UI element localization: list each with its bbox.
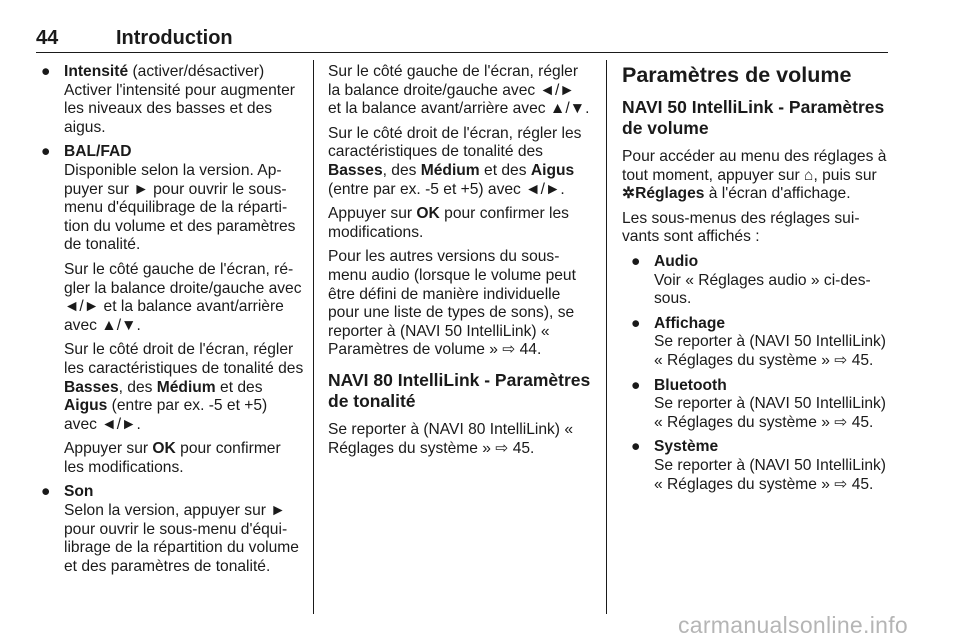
text-run: et des bbox=[215, 378, 263, 396]
desc-intensite: Activer l'intensité pour augmenter les niveaux des basses et des aigus. bbox=[64, 81, 295, 136]
bullet-dot: ● bbox=[631, 376, 641, 394]
term-son: Son bbox=[64, 483, 94, 501]
text-run: , des bbox=[382, 161, 421, 179]
term-suffix: (activer/désactiver) bbox=[128, 63, 265, 80]
bullet-dot: ● bbox=[41, 63, 51, 80]
paragraph: Sur le côté gauche de l'écran, régler la balance droite/gauche avec ◄/► et la balance avant/arrière avec ▲/▼. bbox=[328, 63, 590, 118]
list-item bbox=[628, 315, 888, 371]
term-balfad: BAL/FAD bbox=[64, 143, 132, 161]
text-run: , des bbox=[118, 378, 157, 396]
desc: Voir « Réglages audio » ci-dessous. bbox=[654, 271, 871, 308]
bullet-dot: ● bbox=[41, 483, 51, 501]
page-title: Introduction bbox=[116, 27, 233, 49]
text-run: , puis sur bbox=[813, 166, 877, 184]
section-heading-navi80: NAVI 80 IntelliLink - Paramètres de tonalité bbox=[328, 369, 591, 411]
bullet-dot: ● bbox=[631, 314, 641, 332]
list-item bbox=[628, 438, 888, 494]
text-bold: OK bbox=[152, 440, 176, 458]
list-item bbox=[628, 253, 888, 309]
text-bold: Aigus bbox=[530, 161, 575, 179]
paragraph bbox=[328, 205, 592, 242]
column-divider-1 bbox=[313, 60, 314, 614]
text-bold: Basses bbox=[328, 161, 383, 179]
paragraph: Pour les autres versions du sous-menu audio (lorsque le volume peut être défini de manière individuelle pour une liste de types de sons), se reporter à (NAVI 50 IntelliLink) « Paramètres de volume » ⇨ 44. bbox=[328, 248, 576, 359]
list-item-balfad bbox=[38, 143, 304, 477]
paragraph bbox=[622, 148, 888, 204]
desc: Se reporter à (NAVI 50 IntelliLink) « Réglages du système » ⇨ 45. bbox=[654, 333, 886, 369]
term: Système bbox=[654, 438, 719, 456]
text-run: à l'écran d'affichage. bbox=[704, 185, 851, 203]
column-3 bbox=[622, 63, 888, 500]
header-rule bbox=[36, 52, 888, 53]
text-run: Appuyer sur bbox=[64, 440, 153, 458]
page-number: 44 bbox=[36, 27, 59, 49]
paragraph: Se reporter à (NAVI 80 IntelliLink) « Réglages du système » ⇨ 45. bbox=[328, 420, 573, 457]
text-bold: Médium bbox=[420, 161, 480, 179]
section-heading-navi50: NAVI 50 IntelliLink - Paramètres de volume bbox=[622, 97, 885, 138]
text-bold: Aigus bbox=[64, 397, 108, 415]
text-bold: Basses bbox=[64, 378, 119, 396]
term: Bluetooth bbox=[654, 376, 727, 394]
balfad-paragraph-4 bbox=[64, 440, 304, 477]
balfad-paragraph-1: Disponible selon la version. Appuyer sur ► pour ouvrir le sous-menu d'équilibrage de la répartition du volume et des paramètres de tonalité. bbox=[64, 161, 296, 254]
term: Audio bbox=[654, 252, 699, 270]
column-1 bbox=[38, 63, 304, 582]
text-run: Sur le côté droit de l'écran, régler les caractéristiques de tonalité des bbox=[64, 341, 304, 377]
list-item bbox=[628, 377, 888, 433]
bullet-dot: ● bbox=[41, 143, 51, 161]
bullet-dot: ● bbox=[631, 252, 641, 270]
home-icon: ⌂ bbox=[804, 166, 814, 184]
term-intensite: Intensité bbox=[64, 63, 129, 80]
column-divider-2 bbox=[606, 60, 607, 614]
text-run: Appuyer sur bbox=[328, 205, 417, 223]
bullet-dot: ● bbox=[631, 438, 641, 456]
submenu-list bbox=[622, 253, 888, 494]
column-2 bbox=[328, 63, 592, 464]
list-item-intensite bbox=[38, 63, 304, 137]
paragraph: Les sous-menus des réglages suivants sont affichés : bbox=[622, 209, 860, 246]
text-bold: Réglages bbox=[635, 185, 705, 203]
text-bold: OK bbox=[416, 205, 440, 223]
page-header bbox=[36, 27, 888, 51]
section-title: Paramètres de volume bbox=[622, 63, 852, 87]
desc: Se reporter à (NAVI 50 IntelliLink) « Réglages du système » ⇨ 45. bbox=[654, 456, 886, 493]
text-run: pour confirmer les modifications. bbox=[64, 440, 281, 476]
gear-icon: ✲ bbox=[622, 185, 636, 203]
paragraph bbox=[328, 125, 592, 199]
text-run: Sur le côté droit de l'écran, régler les caractéristiques de tonalité des bbox=[328, 124, 582, 161]
text-bold: Médium bbox=[156, 378, 216, 396]
list-item-son bbox=[38, 483, 304, 576]
text-run: et des bbox=[479, 161, 531, 179]
text-run: Pour accéder au menu des réglages à tout moment, appuyer sur bbox=[622, 148, 887, 184]
text-run: (entre par ex. -5 et +5) avec ◄/►. bbox=[328, 180, 565, 198]
balfad-paragraph-2: Sur le côté gauche de l'écran, régler la balance droite/gauche avec ◄/► et la balance avant/arrière avec ▲/▼. bbox=[64, 260, 302, 334]
text-run: pour confirmer les modifications. bbox=[328, 205, 569, 241]
watermark: carmanualsonline.info bbox=[677, 612, 908, 638]
text-run: (entre par ex. -5 et +5) avec ◄/►. bbox=[64, 397, 268, 433]
term: Affichage bbox=[654, 314, 726, 332]
desc: Se reporter à (NAVI 50 IntelliLink) « Réglages du système » ⇨ 45. bbox=[654, 395, 886, 431]
desc-son: Selon la version, appuyer sur ► pour ouvrir le sous-menu d'équilibrage de la répartition du volume et des paramètres de tonalité. bbox=[64, 502, 299, 575]
balfad-paragraph-3 bbox=[64, 341, 304, 434]
